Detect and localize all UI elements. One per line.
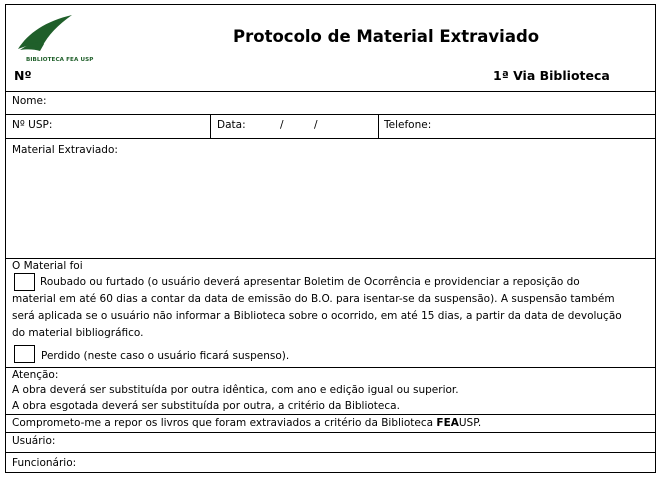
data-label: Data:	[217, 119, 246, 131]
commitment-prefix: Comprometo-me a repor os livros que foram extraviados a critério da Biblioteca	[12, 417, 437, 429]
material-label: Material Extraviado:	[12, 144, 118, 156]
form-header	[6, 5, 655, 91]
library-logo	[14, 13, 114, 69]
option-line: será aplicada se o usuário não informar a Biblioteca sobre o ocorrido, em até 15 dias, a partir da data de devolução	[12, 310, 622, 322]
commitment-suffix: USP.	[458, 417, 482, 429]
divider	[378, 115, 379, 138]
logo-text: BIBLIOTECA FEA USP	[26, 57, 94, 63]
funcionario-label: Funcionário:	[12, 457, 77, 469]
funcionario-row	[6, 452, 655, 473]
telefone-label: Telefone:	[384, 119, 432, 131]
nome-label: Nome:	[12, 95, 47, 107]
attention-section	[6, 367, 655, 414]
lost-option-text: Perdido (neste caso o usuário ficará suspenso).	[41, 350, 290, 362]
nome-row	[6, 91, 655, 114]
stolen-option-text	[12, 274, 649, 342]
numero-label: Nº	[14, 68, 32, 83]
leaf-logo-icon	[14, 13, 84, 55]
status-section	[6, 258, 655, 367]
commitment-bold: FEA	[436, 417, 459, 429]
attention-line: A obra esgotada deverá ser substituída por outra, a critério da Biblioteca.	[12, 400, 400, 412]
date-separator: /	[280, 119, 284, 131]
attention-line: A obra deverá ser substituída por outra idêntica, com ano e edição igual ou superior.	[12, 384, 459, 396]
commitment-text	[12, 417, 481, 429]
commitment-row	[6, 414, 655, 432]
usuario-label: Usuário:	[12, 435, 56, 447]
divider	[210, 115, 211, 138]
material-row	[6, 138, 655, 258]
page-title: Protocolo de Material Extraviado	[233, 27, 540, 46]
id-row	[6, 114, 655, 138]
date-separator: /	[314, 119, 318, 131]
via-label: 1ª Via Biblioteca	[493, 68, 610, 83]
nusp-label: Nº USP:	[12, 119, 53, 131]
option-line: material em até 60 dias a contar da data de emissão do B.O. para isentar-se da suspensão). A suspensão também	[12, 293, 615, 305]
attention-heading: Atenção:	[12, 369, 59, 381]
usuario-row	[6, 432, 655, 452]
option-line: Roubado ou furtado (o usuário deverá apresentar Boletim de Ocorrência e providenciar a reposição do	[40, 276, 580, 288]
lost-checkbox[interactable]	[14, 345, 35, 363]
protocol-form	[5, 4, 656, 473]
status-heading: O Material foi	[12, 260, 83, 272]
option-line: do material bibliográfico.	[12, 327, 144, 339]
